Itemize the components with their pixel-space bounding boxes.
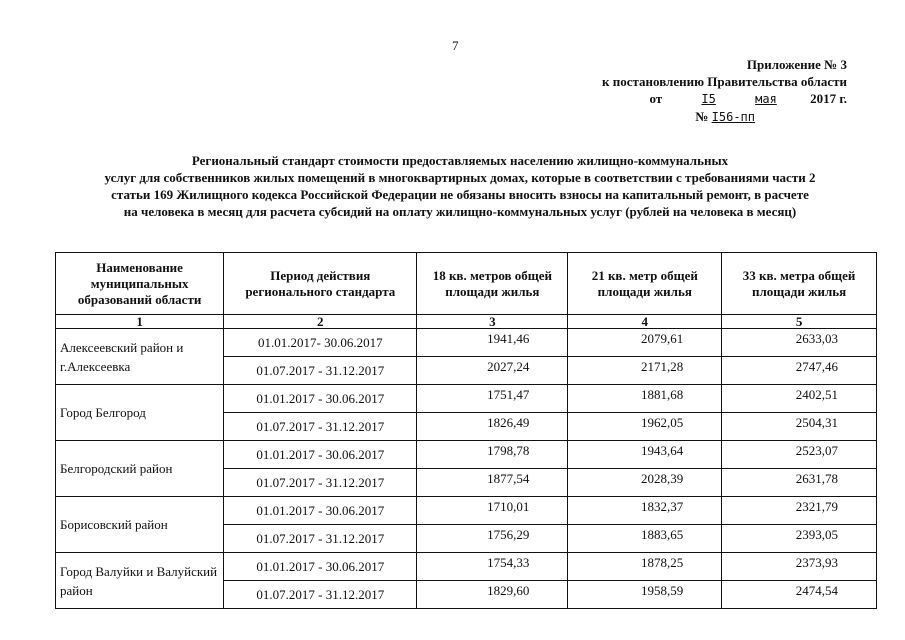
value-cell: 2028,39	[568, 469, 722, 497]
header-area: Наименование муниципальных образований области	[56, 253, 224, 315]
date-day: I5	[701, 92, 716, 106]
value-cell: 1829,60	[417, 581, 568, 609]
value-cell: 2523,07	[722, 441, 877, 469]
value-cell: 1881,68	[568, 385, 722, 413]
period-cell: 01.07.2017 - 31.12.2017	[224, 581, 417, 609]
table-row	[56, 497, 877, 525]
header-33sqm: 33 кв. метра общей площади жилья	[722, 253, 877, 315]
header-21sqm: 21 кв. метр общей площади жилья	[568, 253, 722, 315]
value-cell: 2079,61	[568, 329, 722, 357]
municipality-name: Белгородский район	[56, 441, 224, 497]
value-cell: 1756,29	[417, 525, 568, 553]
column-number-row	[56, 315, 877, 329]
date-month: мая	[755, 92, 777, 106]
value-cell: 1826,49	[417, 413, 568, 441]
period-cell: 01.07.2017 - 31.12.2017	[224, 525, 417, 553]
value-cell: 2027,24	[417, 357, 568, 385]
standard-table	[55, 252, 877, 609]
period-cell: 01.01.2017 - 30.06.2017	[224, 441, 417, 469]
value-cell: 1832,37	[568, 497, 722, 525]
value-cell: 1962,05	[568, 413, 722, 441]
period-cell: 01.01.2017 - 30.06.2017	[224, 553, 417, 581]
value-cell: 1941,46	[417, 329, 568, 357]
date-year: 2017 г.	[810, 91, 847, 106]
value-cell: 1877,54	[417, 469, 568, 497]
period-cell: 01.07.2017 - 31.12.2017	[224, 469, 417, 497]
municipality-name: Борисовский район	[56, 497, 224, 553]
header-row	[56, 253, 877, 315]
column-number: 5	[722, 315, 877, 329]
municipality-name: Город Валуйки и Валуйский район	[56, 553, 224, 609]
header-period: Период действия регионального стандарта	[224, 253, 417, 315]
document-title	[40, 152, 880, 220]
period-cell: 01.01.2017 - 30.06.2017	[224, 385, 417, 413]
title-line: на человека в месяц для расчета субсидий на оплату жилищно-коммунальных услуг (рублей на человека в месяц)	[123, 204, 797, 219]
value-cell: 2402,51	[722, 385, 877, 413]
period-cell: 01.07.2017 - 31.12.2017	[224, 413, 417, 441]
table-row	[56, 329, 877, 357]
appendix-date	[487, 90, 847, 108]
period-cell: 01.01.2017 - 30.06.2017	[224, 497, 417, 525]
column-number: 1	[56, 315, 224, 329]
value-cell: 2474,54	[722, 581, 877, 609]
appendix-title: Приложение № 3	[746, 57, 847, 72]
municipality-name: Алексеевский район и г.Алексеевка	[56, 329, 224, 385]
number-value: I56-пп	[711, 110, 755, 124]
value-cell: 1754,33	[417, 553, 568, 581]
value-cell: 2504,31	[722, 413, 877, 441]
value-cell: 1958,59	[568, 581, 722, 609]
period-cell: 01.07.2017 - 31.12.2017	[224, 357, 417, 385]
value-cell: 2393,05	[722, 525, 877, 553]
value-cell: 2171,28	[568, 357, 722, 385]
table-body	[56, 315, 877, 609]
value-cell: 1883,65	[568, 525, 722, 553]
value-cell: 1798,78	[417, 441, 568, 469]
title-line: Региональный стандарт стоимости предоставляемых населению жилищно-коммунальных	[191, 153, 729, 168]
value-cell: 1943,64	[568, 441, 722, 469]
table-row	[56, 441, 877, 469]
value-cell: 2373,93	[722, 553, 877, 581]
header-18sqm: 18 кв. метров общей площади жилья	[417, 253, 568, 315]
number-prefix: №	[695, 109, 709, 124]
column-number: 3	[417, 315, 568, 329]
title-line: услуг для собственников жилых помещений в многоквартирных домах, которые в соответствии с требованиями части 2	[104, 170, 816, 185]
title-line: статьи 169 Жилищного кодекса Российской Федерации не обязаны вносить взносы на капитальный ремонт, в расчете	[111, 187, 809, 202]
page-number: 7	[452, 38, 459, 53]
value-cell: 2747,46	[722, 357, 877, 385]
column-number: 4	[568, 315, 722, 329]
appendix-resolution: к постановлению Правительства области	[601, 74, 847, 89]
value-cell: 1878,25	[568, 553, 722, 581]
column-number: 2	[224, 315, 417, 329]
period-cell: 01.01.2017- 30.06.2017	[224, 329, 417, 357]
table-row	[56, 553, 877, 581]
value-cell: 2631,78	[722, 469, 877, 497]
table-row	[56, 385, 877, 413]
value-cell: 2633,03	[722, 329, 877, 357]
value-cell: 1710,01	[417, 497, 568, 525]
date-prefix: от	[649, 91, 663, 106]
appendix-number	[487, 108, 847, 126]
municipality-name: Город Белгород	[56, 385, 224, 441]
value-cell: 1751,47	[417, 385, 568, 413]
appendix-block	[487, 56, 847, 126]
value-cell: 2321,79	[722, 497, 877, 525]
